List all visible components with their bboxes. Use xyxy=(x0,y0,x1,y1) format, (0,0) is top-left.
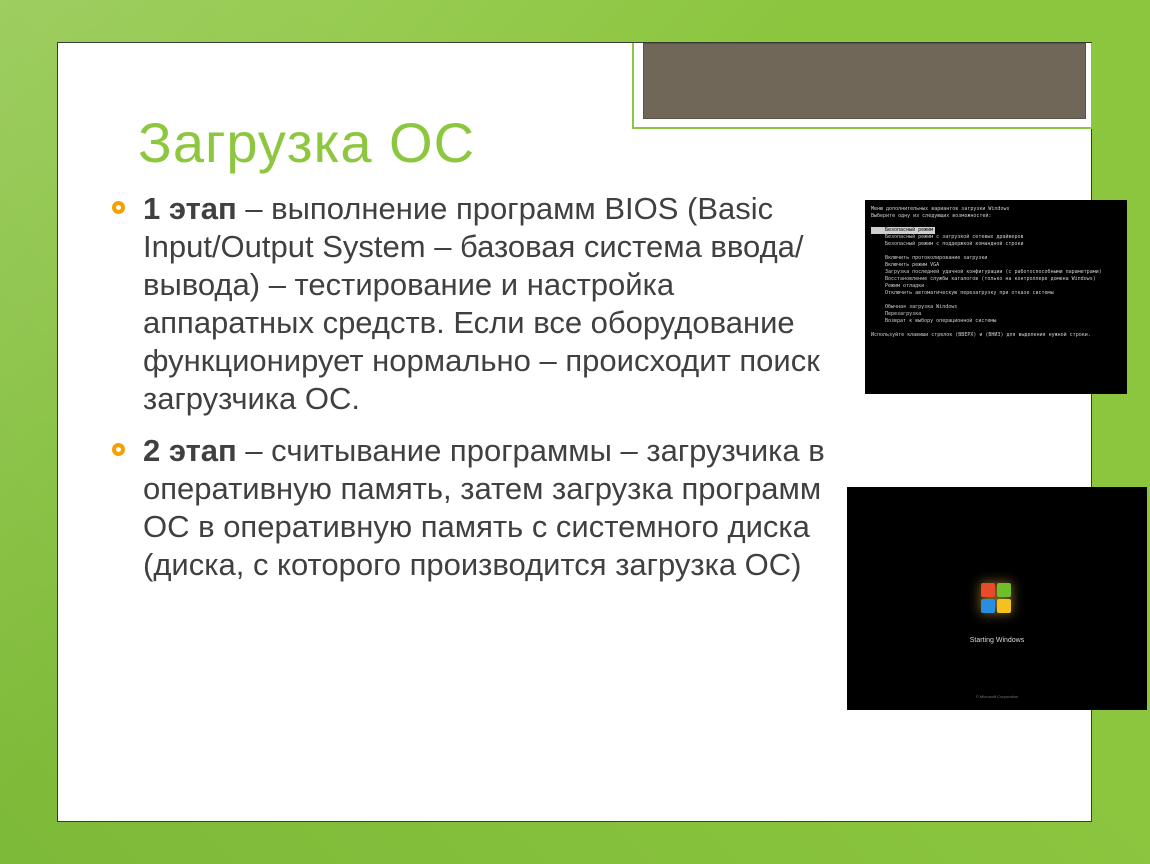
starting-windows-screenshot xyxy=(847,487,1147,710)
boot-menu-option: Обычная загрузка Windows xyxy=(885,304,958,310)
boot-menu-footer: Используйте клавиши стрелок (ВВЕРХ) и (ВНИЗ) для выделения нужной строки. xyxy=(871,332,1091,338)
boot-menu-option: Безопасный режим с загрузкой сетевых драйверов xyxy=(885,234,1024,240)
bullet-text xyxy=(143,191,820,416)
bullet-bold: 1 этап xyxy=(143,191,237,226)
boot-menu-option: Режим отладки xyxy=(885,283,925,289)
starting-windows-caption: Starting Windows xyxy=(969,637,1025,644)
decorative-rectangle xyxy=(643,43,1086,119)
boot-menu-option: Загрузка последней удачной конфигурации (с работоспособными параметрами) xyxy=(885,269,1102,275)
boot-menu-subheader: Выберите одну из следующих возможностей: xyxy=(871,213,992,219)
bullet-item xyxy=(110,190,850,418)
boot-menu-option: Безопасный режим с поддержкой командной строки xyxy=(885,241,1024,247)
boot-menu-option: Отключить автоматическую перезагрузку при отказе системы xyxy=(885,290,1054,296)
bullet-text xyxy=(143,433,825,582)
boot-menu-option: Перезагрузка xyxy=(885,311,922,317)
boot-menu-header: Меню дополнительных вариантов загрузки Windows xyxy=(871,206,1010,212)
windows-logo-icon xyxy=(981,583,1011,613)
slide-title: Загрузка ОС xyxy=(138,111,476,174)
boot-menu-screenshot xyxy=(865,200,1127,394)
bullet-circle-icon xyxy=(112,443,125,456)
bullet-bold: 2 этап xyxy=(143,433,237,468)
boot-menu-option: Восстановление службы каталогов (только на контроллере домена Windows) xyxy=(885,276,1096,282)
bullet-circle-icon xyxy=(112,201,125,214)
bullet-body: – считывание программы – загрузчика в оперативную память, затем загрузка программ ОС в оперативную память с системного диска (диска, с которого производится загрузка ОС) xyxy=(143,433,825,582)
bullet-list xyxy=(110,190,850,598)
boot-menu-option: Включить протоколирование загрузки xyxy=(885,255,988,261)
boot-menu-option-selected: Безопасный режим xyxy=(871,227,1121,234)
bullet-item xyxy=(110,432,850,584)
copyright-text: © Microsoft Corporation xyxy=(975,694,1019,699)
bullet-body: – выполнение программ BIOS (Basic Input/Output System – базовая система ввода/вывода) – тестирование и настройка аппаратных средств. Если все оборудование функционирует нормально – происходит поиск загрузчика ОС. xyxy=(143,191,820,416)
boot-menu-option: Возврат к выбору операционной системы xyxy=(885,318,997,324)
boot-menu-option: Включить режим VGA xyxy=(885,262,940,268)
